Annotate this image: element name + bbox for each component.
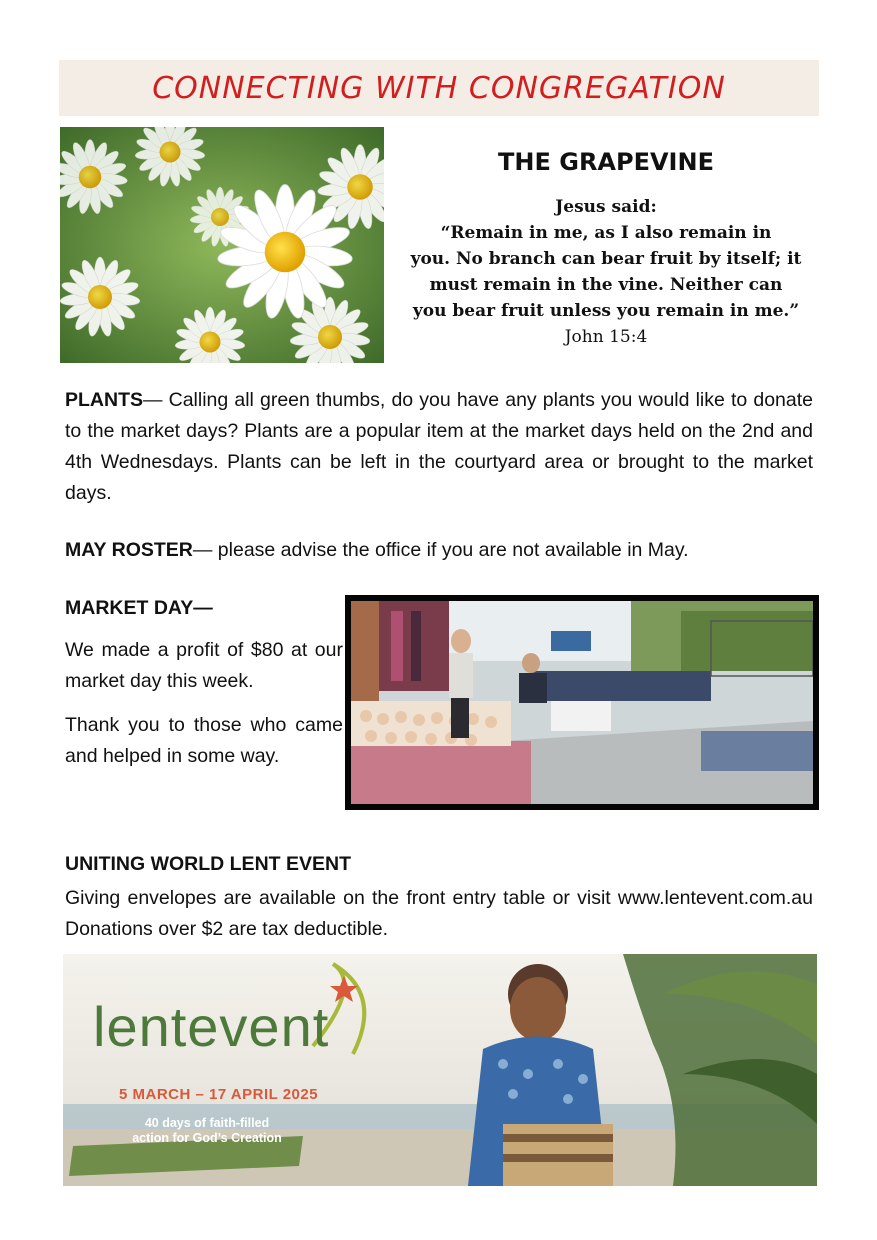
lent-tagline <box>127 1116 287 1146</box>
roster-text: — please advise the office if you are not available in May. <box>192 539 689 561</box>
header-banner <box>59 60 819 116</box>
verse-line: must remain in the vine. Neither can <box>429 275 783 295</box>
market-day-profit-text: We made a profit of $80 at our market day this week. <box>65 639 343 692</box>
bible-verse <box>396 194 816 324</box>
market-day-illustration <box>351 601 813 804</box>
lent-tagline-line: 40 days of faith-filled <box>144 1116 270 1130</box>
daisy-photo <box>60 127 384 363</box>
market-day-thanks-text: Thank you to those who came and helped in some way. <box>65 714 343 767</box>
plants-label: PLANTS <box>65 389 143 411</box>
verse-line: you. No branch can bear fruit by itself; it <box>410 249 802 269</box>
lent-event-banner <box>63 954 817 1186</box>
banner-title: CONNECTING WITH CONGREGATION <box>152 70 726 106</box>
verse-line: Jesus said: <box>555 197 657 217</box>
verse-line: you bear fruit unless you remain in me.” <box>412 301 800 321</box>
plants-paragraph <box>65 385 813 509</box>
roster-paragraph <box>65 535 813 566</box>
lent-tagline-line: action for God’s Creation <box>132 1131 282 1145</box>
market-day-heading: MARKET DAY— <box>65 597 213 619</box>
lent-banner-illustration <box>63 954 817 1186</box>
lent-event-text: Giving envelopes are available on the front entry table or visit www.lentevent.com.au Donations over $2 are tax deductible. <box>65 887 813 940</box>
lent-brand-logo: lentevent <box>93 995 330 1058</box>
grapevine-title: THE GRAPEVINE <box>498 148 714 176</box>
verse-line: “Remain in me, as I also remain in <box>440 223 772 243</box>
plants-text: — Calling all green thumbs, do you have any plants you would like to donate to the market days? Plants are a popular item at the market days held on the 2nd and 4th Wednesdays. Plants can be left in the courtyard area or brought to the market days. <box>65 389 813 504</box>
market-day-photo <box>345 595 819 810</box>
lent-event-heading: UNITING WORLD LENT EVENT <box>65 853 351 875</box>
daisy-illustration <box>60 127 384 363</box>
verse-reference: John 15:4 <box>564 327 648 347</box>
lent-dates: 5 MARCH – 17 APRIL 2025 <box>119 1086 319 1103</box>
roster-label: MAY ROSTER <box>65 539 193 561</box>
